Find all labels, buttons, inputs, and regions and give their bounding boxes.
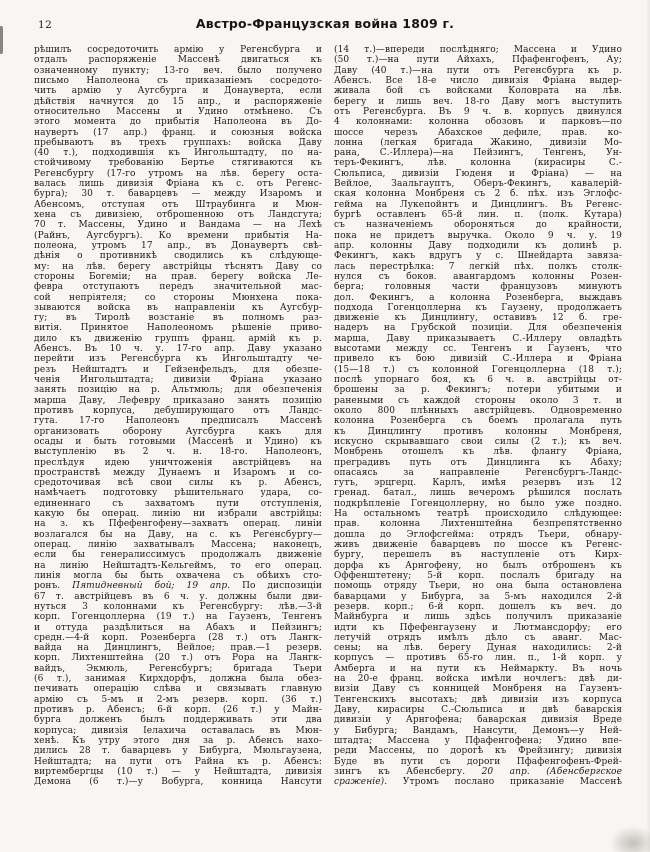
text-line: дорфа къ Арнгофену, но былъ отброшенъ къ <box>334 560 622 571</box>
text-line: колонна Розенберга съ боемъ пролагала путь <box>334 416 622 427</box>
text-line: къ Динцлингу противъ колонны Монбреня, <box>334 426 622 437</box>
text-line: Майнбурга и лишь здѣсь получилъ приказаніе <box>334 612 622 623</box>
text-line: Даву, кирасиры С.-Сюльписа и двѣ баварскія <box>334 705 622 715</box>
text-run: Утромъ послано приказаніе Массенѣ <box>387 777 622 788</box>
text-line: Оффенштетену; 5-й корп. послалъ бригаду на <box>334 570 622 581</box>
text-line: февра отступаютъ передъ значительной мас- <box>34 282 322 293</box>
text-line: Монбрень отошелъ къ лѣв. флангу Фріана, <box>334 447 622 458</box>
text-line: дѣйствія начнутся до 15 апр., и распоряженіе <box>34 96 322 107</box>
text-line: занять позицію на р. Альтмюль; для обезпеченія <box>34 385 322 396</box>
text-line: Амберга и на пути къ Неймаркту. Въ ночь <box>334 663 622 674</box>
left-text-column <box>34 45 322 788</box>
text-run: ронъ. <box>34 581 73 592</box>
text-line: гутъ, эрцгерц. Карлъ, имѣя резервъ изъ 12 <box>334 478 622 489</box>
text-line: если бы генералиссимусъ продолжалъ движеніе <box>34 550 322 561</box>
text-line: шоссе черезъ Абахское дефиле, прав. ко- <box>334 127 622 138</box>
text-line: 70 т. Массены, Удино и Вандама — на Лехѣ <box>34 220 322 231</box>
text-line: баварцами у Бибурга, за 5-мъ находился 2-й <box>334 591 622 602</box>
text-line: помощь отряду Тьери, но она была остановлена <box>334 581 622 592</box>
text-line: корпусъ — противъ 65-го лин. п., 1-й корп. у <box>334 653 622 664</box>
text-line: пространствѣ между Дунаемъ и Изаромъ и со- <box>34 467 322 478</box>
text-line: этого момента до прибытія Наполеона въ До- <box>34 117 322 128</box>
text-line: нулся съ боков. авангардомъ колонны Розен- <box>334 271 622 282</box>
text-line: Даву (40 т.)—на пути отъ Регенсбурга къ р. <box>334 65 622 76</box>
text-line: Абенсъ. Въ 10 ч. у. 17-го апр. Даву указано <box>34 344 322 355</box>
text-line: искусно скрывавшаго свои силы (2 т.); къ веч. <box>334 436 622 447</box>
text-line: у Бибурга; Вандамъ, Нансути, Демонъ—у Ней- <box>334 725 622 736</box>
text-line: на линію Нейштадтъ-Кельгеймъ, то его операц. <box>34 560 322 571</box>
text-line <box>34 581 322 591</box>
two-column-text-block <box>34 45 622 788</box>
text-line: полеона, утромъ 17 апр., въ Донаувертъ свѣ- <box>34 240 322 251</box>
running-title: Австро-Французская война 1809 г. <box>195 16 455 31</box>
text-line: подхода Гогенцоллерна къ Гаузену, продолжаетъ <box>334 302 622 313</box>
text-line: операц. линію захватывалъ Массена; наконецъ, <box>34 540 322 550</box>
text-line: (14 т.)—впереди послѣдняго; Массена и Удино <box>334 45 622 55</box>
text-line: около 800 плѣнныхъ австрійцевъ. Одновременно <box>334 405 622 416</box>
text-line: Вейлое, Заальгауптъ, Оберъ-Фекингъ, кавалерій- <box>334 179 622 190</box>
text-line: 4 колоннами: колонна обозовъ и парковъ—по <box>334 117 622 128</box>
text-line: зываются войска въ направленіи къ Аугсбур- <box>34 302 322 313</box>
text-line: преградивъ путь отъ Динцлинга къ Абаху; <box>334 457 622 468</box>
text-line: дило къ движенію группъ франц. армій къ р. <box>34 333 322 344</box>
text-line: дол. Фекингъ, а колонна Розенберга, выждавъ <box>334 292 622 303</box>
text-line: дошла до Эглофсгейма: отрядъ Тьери, обнару- <box>334 529 622 540</box>
text-line: Абенсъ. Все 18-е число дивизія Фріана выдер- <box>334 75 622 86</box>
text-line: бурга); 30 т. баварцевъ — между Изаромъ и <box>34 189 322 200</box>
text-line: преслѣдуя идею уничтоженія австрійцевъ на <box>34 457 322 468</box>
text-line: Нейштадта; на пути отъ Райна къ р. Абенсъ: <box>34 756 322 767</box>
text-line: рана, С.-Иллера)—на Пейзингъ, Тенгенъ, Ун- <box>334 148 622 159</box>
text-line: му: на лѣв. берегу австрійцы тѣснятъ Даву со <box>34 261 322 272</box>
text-line: (40 т.), подходившія къ Ингольштадту, по на- <box>34 148 322 159</box>
text-line: какую бы операц. линію ни избрали австрійцы: <box>34 509 322 520</box>
text-line: ранеными съ каждой стороны около 3 т. и <box>334 395 622 406</box>
text-line: марша Даву, Лефевру приказано занять позицію <box>34 395 322 406</box>
text-line: дивизіи у Арнгофена; баварская дивизія Вреде <box>334 715 622 726</box>
text-line <box>334 777 622 787</box>
text-line: На остальномъ театрѣ происходило слѣдующее: <box>334 509 622 520</box>
text-line: стороны Богеміи; на прав. берегу войска Ле- <box>34 271 322 282</box>
text-line: витія. Принятое Наполеономъ рѣшеніе приво- <box>34 323 322 334</box>
italic-text-run: сраженіе). <box>334 777 388 788</box>
text-line: сой непріятеля; со стороны Мюнхена пока- <box>34 292 322 303</box>
text-line: (50 т.)—на пути Айхахъ, Пфафенгофенъ, Ау; <box>334 55 622 66</box>
text-line: надеръ на Грубской позиціи. Для обезпеченія <box>334 323 622 334</box>
text-line: резерв. корп.; 6-й корп. дошелъ къ веч. до <box>334 601 622 612</box>
text-line: возлагался бы на Даву, на с. къ Регенсбургу— <box>34 529 322 540</box>
text-line: живала бой съ войсками Коловрата на лѣв. <box>334 86 622 97</box>
text-line: на з. къ Пфефенгофену—захватъ операц. линіи <box>34 519 322 530</box>
text-line: отъ Регенсбурга. Въ 9 ч. в. корпусъ двинулся <box>334 106 622 117</box>
text-line: относительно Массены и Удино отмѣнено. Съ <box>34 106 322 117</box>
text-line: берга; головныя части французовъ минуютъ <box>334 282 622 293</box>
text-line: вайдъ, Экмюль, Регенсбургъ; бригада Тьери <box>34 663 322 674</box>
text-line: живъ движеніе баварцевъ по шоссе къ Регенс- <box>334 540 622 550</box>
page-header <box>0 16 650 34</box>
text-line: противъ корпуса, дебуширующаго отъ Ландс- <box>34 405 322 416</box>
text-line: бургѣ оставленъ 65-й лин. п. (полк. Кутара) <box>334 210 622 220</box>
right-text-column <box>334 45 622 788</box>
text-line: Регенсбургу (17-го утромъ на лѣв. берегу оста- <box>34 168 322 179</box>
text-line: линія могла бы быть охвачена съ обѣихъ сто- <box>34 570 322 581</box>
text-line: летучій отрядъ имѣлъ дѣло съ аванг. Мас- <box>334 632 622 643</box>
text-line: печивать операцію слѣва и связывать главную <box>34 684 322 695</box>
text-line: хена съ дивизіею, отброшенною отъ Ландсгута; <box>34 210 322 220</box>
text-line: апр. колонны Даву подходили къ долинѣ р. <box>334 240 622 251</box>
text-line: сены; на лѣв. берегу Дуная находились: 2-й <box>334 643 622 654</box>
text-line: пребываютъ въ трехъ группахъ: войска Даву <box>34 137 322 148</box>
text-line: средн.—4-й корп. Розенберга (28 т.) отъ Лангк- <box>34 632 322 643</box>
text-line: ченія Ингольштадта; дивизіи Фріана указано <box>34 375 322 385</box>
text-line: гейма на Лукепойнтъ и Динцлингъ. Въ Регенс- <box>334 199 622 210</box>
text-line: виртембергцы (10 т.) — у Нейштадта, дивизія <box>34 766 322 777</box>
text-line: теръ-Фекингъ, лѣв. колонна (кирасиры С.- <box>334 158 622 169</box>
text-line: стойчивому требованію Бертье стягиваются къ <box>34 158 322 169</box>
text-line: армію съ 5-мъ и 2-мъ резерв. корп. (36 т.) <box>34 694 322 705</box>
text-line: на 20-е франц. войска имѣли ночлегъ: двѣ ди- <box>334 674 622 685</box>
text-line: наувертъ (17 апр.) франц. и союзныя войска <box>34 127 322 138</box>
text-line: съ назначеніемъ обороняться до крайности, <box>334 220 622 231</box>
scan-artifact-bottom-right <box>610 826 650 852</box>
text-line: (6 т.), занимая Кирхдорфъ, должна была обез- <box>34 674 322 685</box>
text-line: осады и быть готовыми (Массенѣ и Удино) къ <box>34 436 322 447</box>
text-line: высотами между сс. Тенгенъ и Гаузенъ, что <box>334 344 622 355</box>
text-line: нуться 3 колоннами къ Регенсбургу: лѣв.—3-й <box>34 601 322 612</box>
italic-text-run: Пятидневный бой; 19 апр. <box>72 581 231 592</box>
text-run: По диспозиціи <box>230 581 322 592</box>
text-line: корпуса; дивизія Іелахича оставалась въ Мюн- <box>34 725 322 736</box>
text-line: корп. Гогенцоллерна (19 т.) на Гаузенъ, Тенгенъ <box>34 612 322 623</box>
text-line: организовать оборону Аугсбурга какъ для <box>34 426 322 437</box>
text-line: гута. 17-го Наполеонъ предписалъ Массенѣ <box>34 416 322 427</box>
text-line: (Райнъ, Аугсбургъ). Ко времени прибытія На- <box>34 230 322 241</box>
text-line: рѣшилъ сосредоточить армію у Регенсбурга и <box>34 45 322 55</box>
text-line: чить армію у Аугсбурга и Донауверта, если <box>34 86 322 97</box>
text-line: реди Массены, по дорогѣ къ Фрейзингу; дивизія <box>334 746 622 757</box>
text-line: Демона (6 т.)—у Вобурга, конница Нансути <box>34 777 322 788</box>
text-line: марша, Даву приказываетъ С.-Иллеру овладѣть <box>334 333 622 344</box>
text-run: зингъ къ Абенсбергу. <box>334 766 482 777</box>
text-line: противъ р. Абенсъ; 6-й корп. (26 т.) у Майн- <box>34 705 322 715</box>
text-line: Фекингъ, какъ вдругъ у с. Шнейдарта завяза- <box>334 251 622 262</box>
text-line: Абенсомъ, отступая отъ Штраубинга и Мюн- <box>34 199 322 210</box>
text-line: единеннаго съ захватомъ пути отступленія, <box>34 498 322 509</box>
text-line: берегу и лишь веч. 18-го Даву могъ выступить <box>334 96 622 107</box>
text-line: гренад. батал., лишь вечеромъ рѣшился послать <box>334 488 622 499</box>
text-line: вайда на Динцлингъ, Вейлое; прав.—1 резерв. <box>34 643 322 654</box>
text-line: движеніе къ Динцлингу, оставивъ 12 б. гре- <box>334 313 622 324</box>
text-line: намѣчаетъ подготовку рѣшительнаго удара, со- <box>34 488 322 499</box>
text-line: опасаясь за направленіе Регенсбургъ-Ландс- <box>334 467 622 478</box>
text-line: идти къ Пфефенгаузену и Лютмансдорфу; его <box>334 622 622 633</box>
text-line: брошены за р. Фекингъ; потери убитыми и <box>334 385 622 396</box>
text-line: пока не придетъ выручка. Около 9 ч. у. 19 <box>334 230 622 241</box>
text-line: бургу, перешелъ въ наступленіе отъ Кирх- <box>334 550 622 561</box>
text-line: визіи Даву съ конницей Монбреня на Гаузенъ- <box>334 684 622 695</box>
text-line <box>334 767 622 777</box>
page-number: 12 <box>38 19 53 31</box>
text-line: письмо Наполеона съ приказаніемъ сосредото- <box>34 75 322 86</box>
text-line: дились 28 т. баварцевъ у Бибурга, Мюльгаузена, <box>34 746 322 757</box>
text-line: (15—18 т.) съ колонной Гогенцоллерна (18 т.); <box>334 364 622 375</box>
text-line: 67 т. австрійцевъ въ 6 ч. у. должны были дви- <box>34 591 322 602</box>
text-line: резъ Нейштадтъ и Гейзенфельдъ, для обезпе- <box>34 364 322 375</box>
text-line: бурга долженъ былъ поддерживать эти два <box>34 715 322 726</box>
text-line: лась перестрѣлка: 7 легкій пѣх. полкъ столк- <box>334 261 622 272</box>
text-line: прав. колонна Лихтенштейна безпрепятственно <box>334 519 622 530</box>
text-line: подкрѣпленіе Гогенцоллерну, но было уже поздно. <box>334 498 622 509</box>
text-line: гу; въ Тиролѣ возстаніе въ полномъ раз- <box>34 313 322 324</box>
text-line: хенѣ. Къ утру этого дня за р. Абенсъ нахо- <box>34 735 322 746</box>
text-line: корп. Лихтенштейна (20 т.) отъ Рора на Лангк- <box>34 653 322 664</box>
text-line: отдалъ распоряженіе Массенѣ двигаться къ <box>34 55 322 66</box>
text-line: выступленію въ 2 ч. н. 18-го. Наполеонъ, <box>34 447 322 458</box>
text-line: привело къ бою дивизій С.-Иллера и Фріана <box>334 354 622 365</box>
text-line: лонна (легкая бригада Жакино, дивизіи Мо- <box>334 137 622 148</box>
text-line: ская колонна Монбреня съ 2 б. пѣх. изъ Эглофс- <box>334 189 622 200</box>
text-line: Тенгенскихъ высотахъ; двѣ дивизіи изъ корпуса <box>334 694 622 705</box>
text-line: перейти изъ Регенсбурга къ Ингольштадту че- <box>34 354 322 365</box>
italic-text-run: 20 апр. (Абенсбергское <box>481 766 623 777</box>
text-line: средоточивая всѣ свои силы къ р. Абенсъ, <box>34 478 322 489</box>
text-line: дѣнія о противникѣ сводились къ слѣдующе- <box>34 251 322 262</box>
text-line: валась лишь дивизія Фріана къ с. отъ Регенс- <box>34 179 322 190</box>
scan-shade-right-edge <box>646 0 650 852</box>
text-line: штадта; Массена у Пфафенгофена; Удино впе- <box>334 735 622 746</box>
text-line: Сюльписа, дивизіи Гюденя и Фріана) — на <box>334 168 622 179</box>
text-line: Буде въ пути съ дороги Пфафенгофенъ-Фрей- <box>334 756 622 767</box>
text-line: послѣ упорнаго боя, къ 6 ч. в. австрійцы от- <box>334 375 622 385</box>
text-line: означенному пункту; 13-го веч. было получено <box>34 65 322 76</box>
text-line: и оттуда раздѣлиться на Абахъ и Пейзингъ; <box>34 622 322 633</box>
